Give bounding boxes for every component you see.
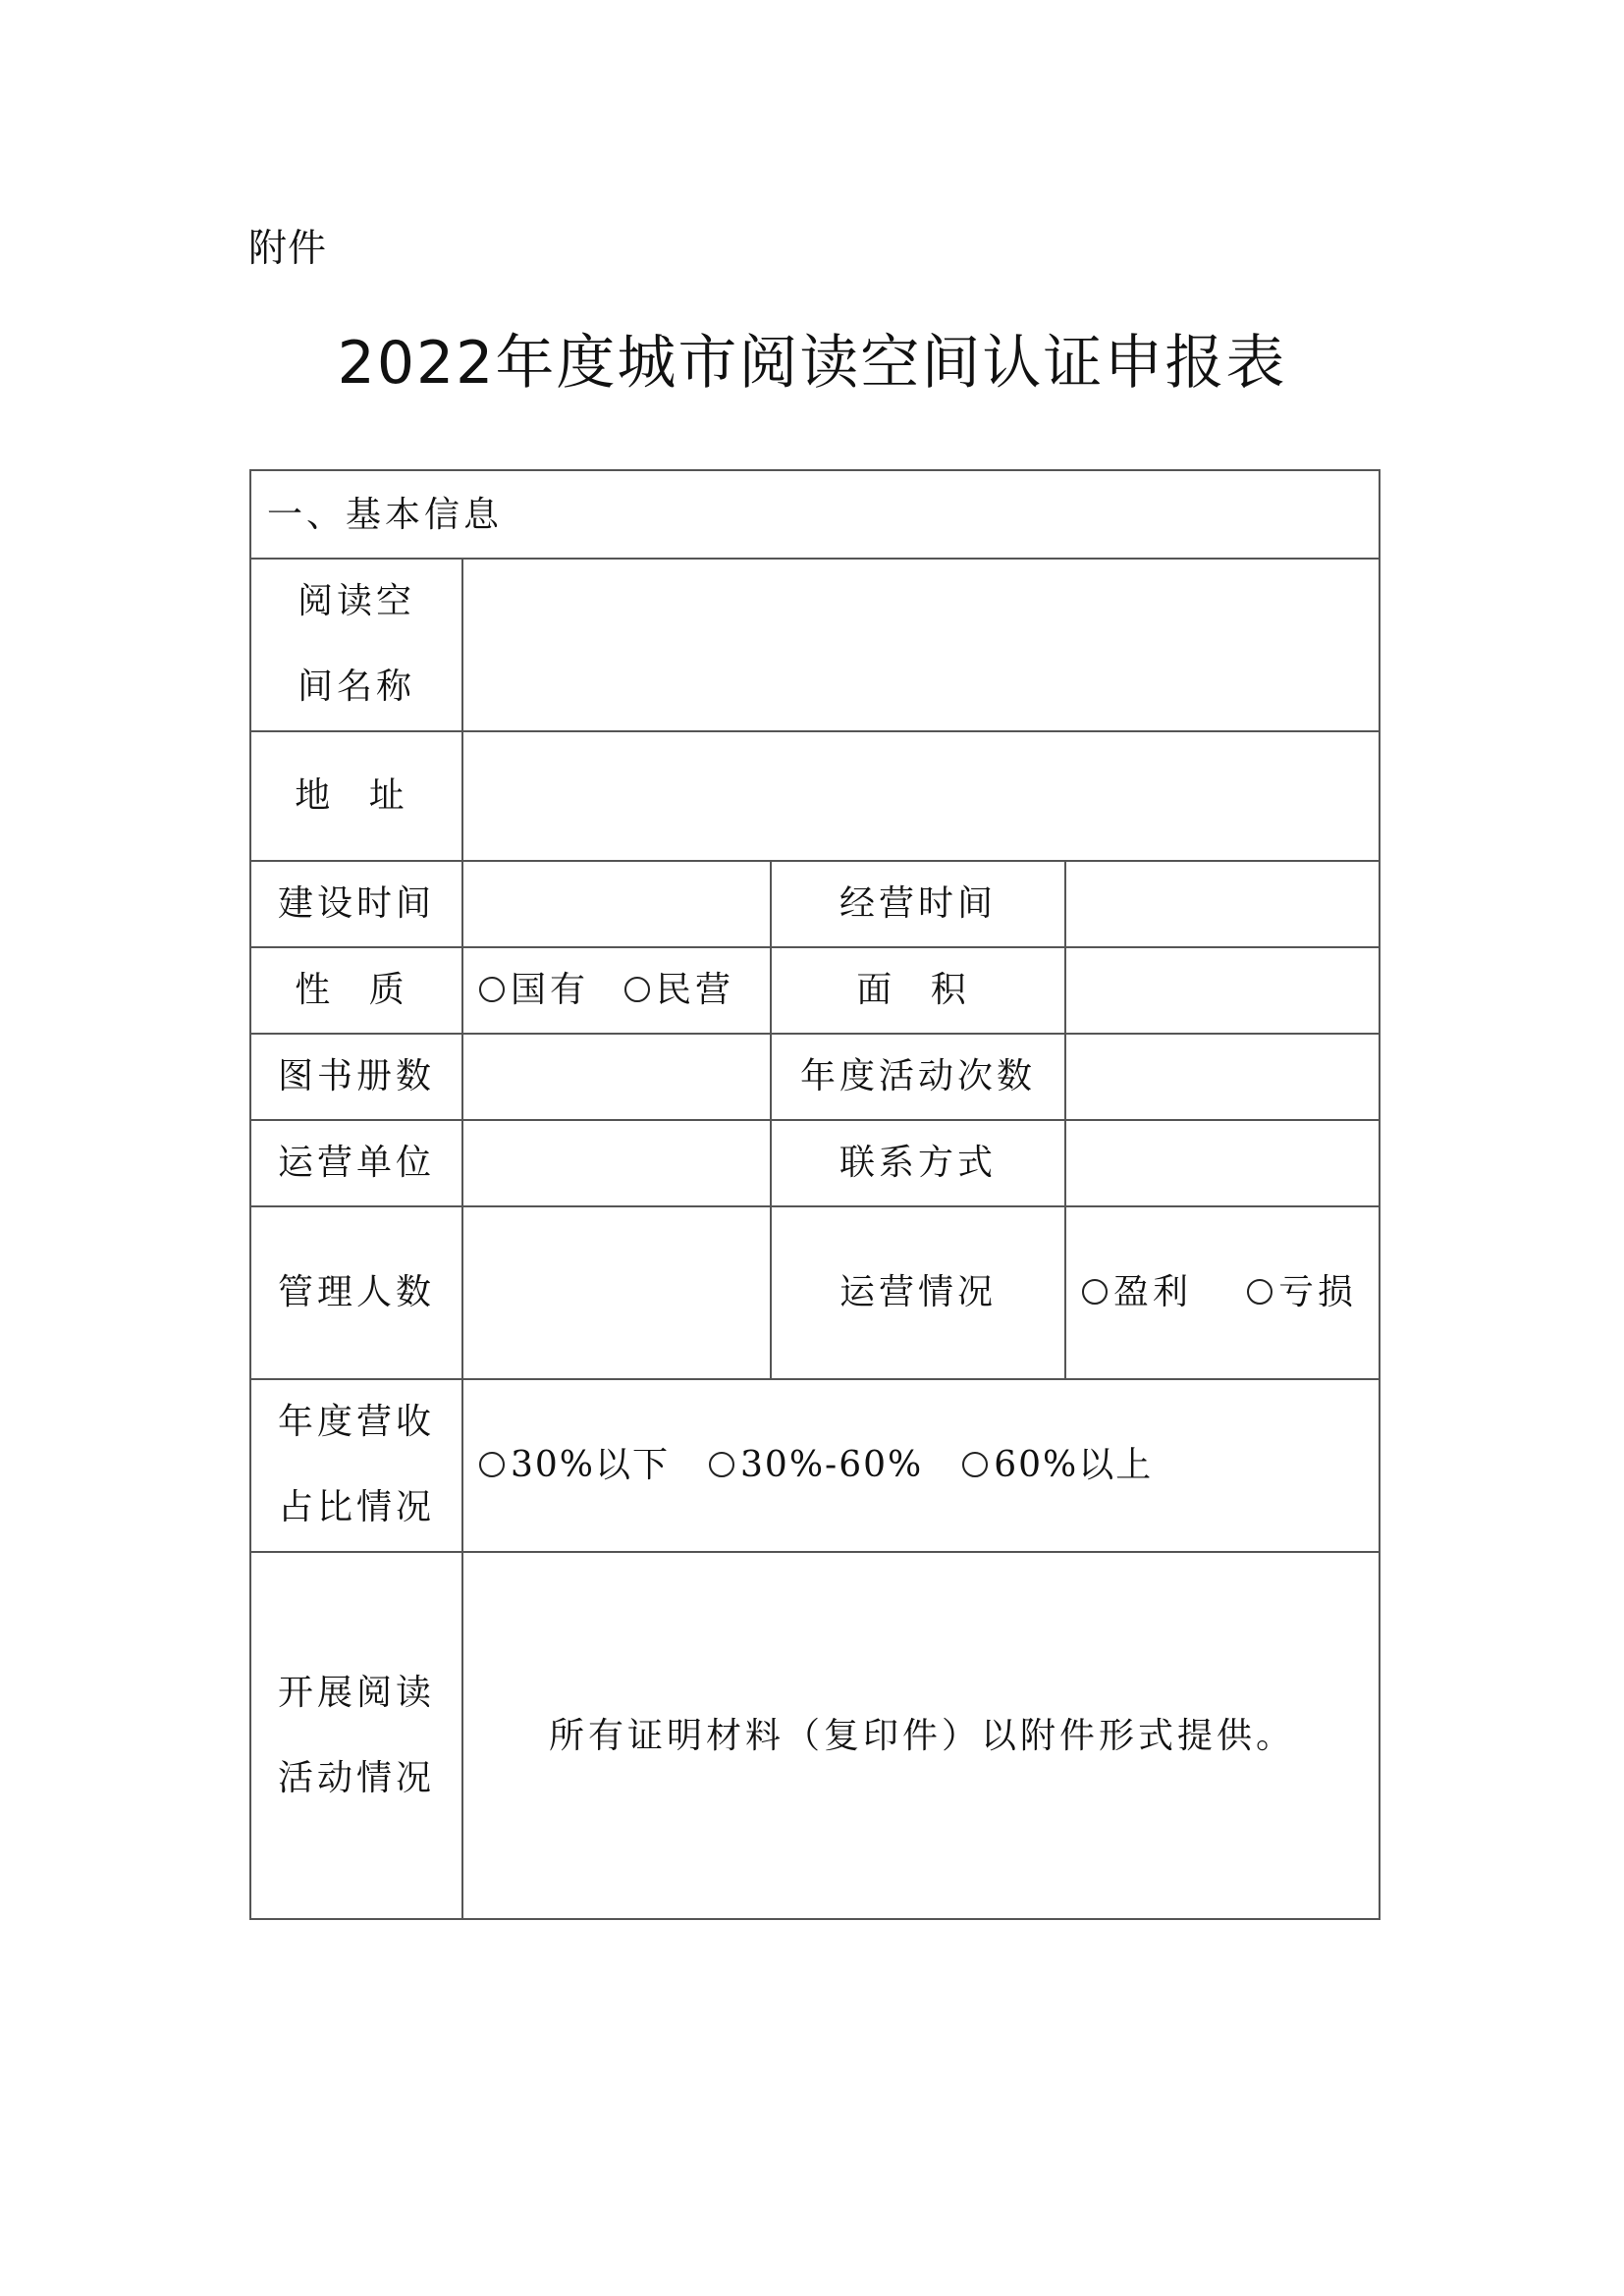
radio-circle-icon[interactable] bbox=[1247, 1279, 1272, 1305]
books-count-field[interactable] bbox=[463, 1035, 770, 1117]
label-operation-status-text: 运营情况 bbox=[839, 1271, 997, 1312]
nature-option-private-label: 民营 bbox=[656, 969, 735, 1010]
nature-option-state[interactable] bbox=[479, 947, 589, 1033]
label-annual-activities bbox=[772, 1033, 1064, 1119]
operator-field[interactable] bbox=[463, 1121, 770, 1203]
nature-option-state-label: 国有 bbox=[511, 969, 590, 1010]
revenue-option-above-60[interactable] bbox=[962, 1422, 1153, 1508]
label-contact bbox=[772, 1119, 1064, 1205]
status-option-profit-label: 盈利 bbox=[1113, 1271, 1193, 1312]
address-field[interactable] bbox=[463, 732, 1380, 858]
label-operate-time bbox=[772, 860, 1064, 946]
radio-circle-icon[interactable] bbox=[962, 1452, 988, 1477]
label-operation-status bbox=[772, 1205, 1064, 1378]
radio-circle-icon[interactable] bbox=[624, 977, 650, 1002]
page-title: 2022年度城市阅读空间认证申报表 bbox=[337, 329, 1287, 398]
revenue-option-below-30[interactable] bbox=[479, 1422, 670, 1508]
status-option-loss[interactable] bbox=[1247, 1250, 1357, 1335]
label-staff-count-text: 管理人数 bbox=[277, 1271, 435, 1312]
status-option-loss-label: 亏损 bbox=[1278, 1271, 1358, 1312]
space-name-field[interactable] bbox=[463, 560, 1380, 728]
label-nature-text: 性 质 bbox=[295, 969, 418, 1010]
label-reading-activities bbox=[251, 1551, 461, 1920]
label-revenue-share-line2: 占比情况 bbox=[277, 1487, 435, 1527]
revenue-option-above-60-label: 60%以上 bbox=[994, 1444, 1154, 1485]
attachment-label: 附件 bbox=[248, 227, 328, 271]
radio-circle-icon[interactable] bbox=[1082, 1279, 1108, 1305]
revenue-option-below-30-label: 30%以下 bbox=[511, 1444, 671, 1485]
label-build-time bbox=[251, 860, 461, 946]
label-address-text: 地 址 bbox=[295, 774, 418, 816]
label-annual-activities-text: 年度活动次数 bbox=[799, 1055, 1036, 1096]
label-operator bbox=[251, 1119, 461, 1205]
label-reading-activities-line2: 活动情况 bbox=[277, 1758, 435, 1798]
staff-count-field[interactable] bbox=[463, 1207, 770, 1376]
radio-circle-icon[interactable] bbox=[479, 1452, 505, 1477]
operation-status-options bbox=[1082, 1205, 1380, 1378]
label-operator-text: 运营单位 bbox=[277, 1142, 435, 1183]
contact-field[interactable] bbox=[1066, 1121, 1380, 1203]
label-contact-text: 联系方式 bbox=[839, 1142, 997, 1183]
label-revenue-share bbox=[251, 1378, 461, 1551]
radio-circle-icon[interactable] bbox=[479, 977, 505, 1002]
revenue-share-options bbox=[479, 1378, 1380, 1551]
revenue-option-30-60-label: 30%-60% bbox=[740, 1444, 924, 1485]
section-basic-info bbox=[267, 471, 1367, 558]
label-build-time-text: 建设时间 bbox=[277, 882, 435, 924]
revenue-option-30-60[interactable] bbox=[709, 1422, 923, 1508]
annual-activities-field[interactable] bbox=[1066, 1035, 1380, 1117]
label-revenue-share-line1: 年度营收 bbox=[277, 1402, 435, 1442]
label-space-name bbox=[251, 558, 461, 730]
section-basic-info-label: 一、基本信息 bbox=[267, 494, 504, 535]
label-nature bbox=[251, 946, 461, 1033]
reading-activities-field[interactable] bbox=[463, 1553, 1380, 1918]
label-books-count-text: 图书册数 bbox=[277, 1055, 435, 1096]
radio-circle-icon[interactable] bbox=[709, 1452, 734, 1477]
label-area-text: 面 积 bbox=[856, 969, 980, 1010]
label-operate-time-text: 经营时间 bbox=[839, 882, 997, 924]
label-space-name-line1: 阅读空 bbox=[297, 581, 415, 621]
label-area bbox=[772, 946, 1064, 1033]
nature-options bbox=[479, 946, 770, 1033]
label-address bbox=[251, 730, 461, 860]
status-option-profit[interactable] bbox=[1082, 1250, 1192, 1335]
label-space-name-line2: 间名称 bbox=[297, 667, 415, 707]
operate-time-field[interactable] bbox=[1066, 862, 1380, 944]
label-books-count bbox=[251, 1033, 461, 1119]
reading-activities-note: 所有证明材料（复印件）以附件形式提供。 bbox=[548, 1715, 1295, 1756]
build-time-field[interactable] bbox=[463, 862, 770, 944]
label-staff-count bbox=[251, 1205, 461, 1378]
application-form-table bbox=[249, 469, 1380, 1920]
nature-option-private[interactable] bbox=[624, 947, 734, 1033]
label-reading-activities-line1: 开展阅读 bbox=[277, 1673, 435, 1713]
area-field[interactable] bbox=[1066, 948, 1380, 1031]
